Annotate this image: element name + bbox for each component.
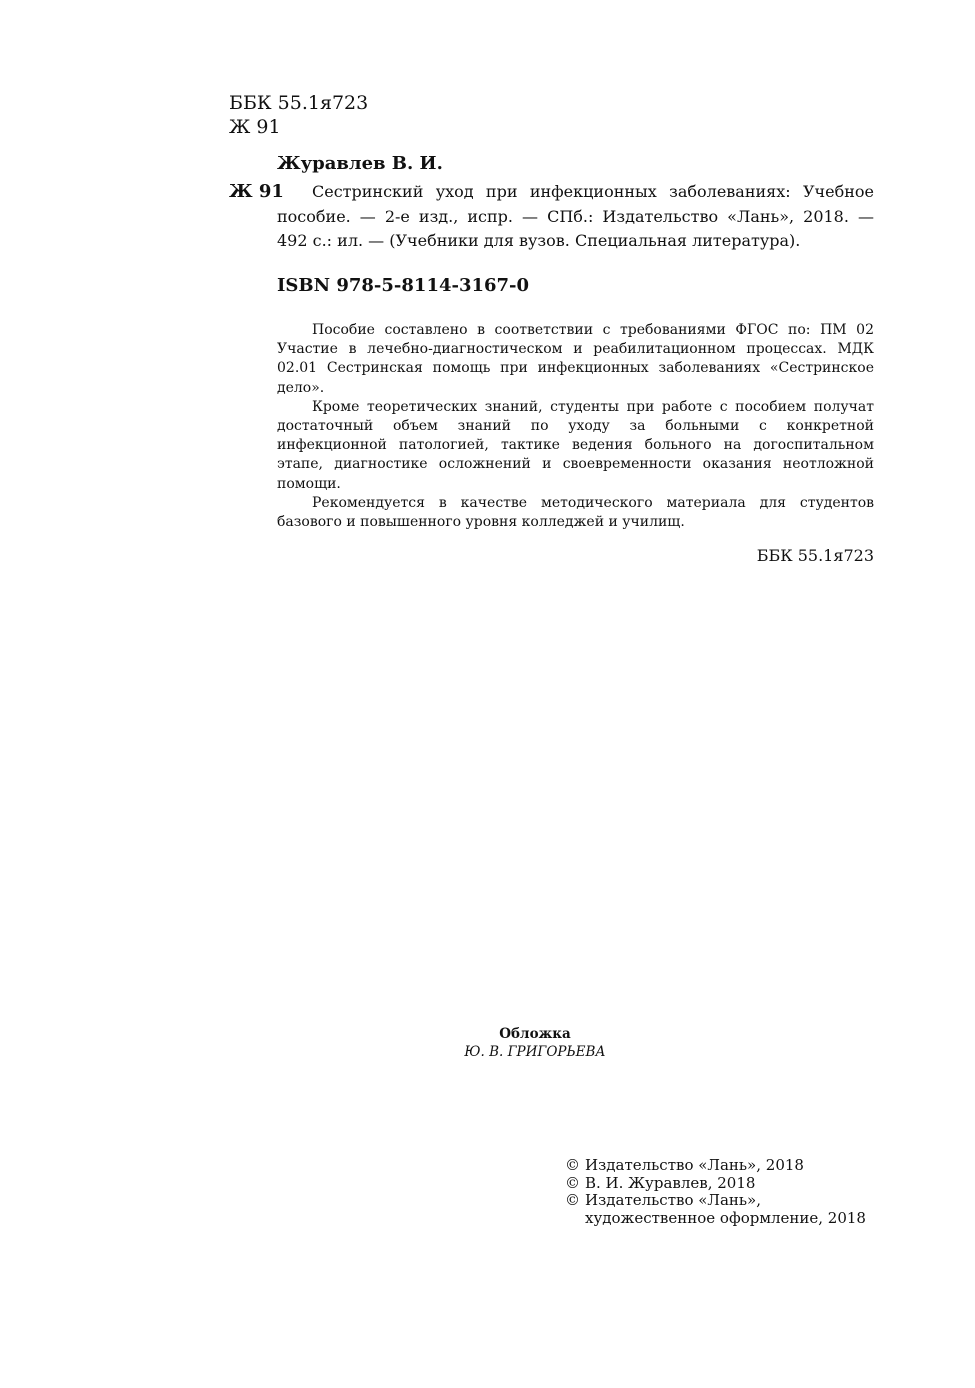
abstract: [277, 321, 874, 532]
copyright-block: [565, 1157, 866, 1227]
copyright-text: художественное оформление, 2018: [585, 1208, 866, 1227]
abstract-line: Кроме теоретических знаний, студенты при работе с пособием получат: [312, 398, 874, 415]
abstract-line: Участие в лечебно-диагностическом и реабилитационном процессах. МДК: [277, 341, 874, 358]
abstract-line: 02.01 Сестринская помощь при инфекционных заболеваниях «Сестринское: [277, 360, 874, 377]
bib-line: пособие. — 2-е изд., испр. — СПб.: Издательство «Лань», 2018. —: [277, 206, 874, 226]
copyright-icon: ©: [565, 1191, 580, 1209]
abstract-line: помощи.: [277, 475, 341, 492]
copyright-text: В. И. Журавлев, 2018: [585, 1173, 756, 1192]
bibliographic-description: [277, 180, 874, 254]
abstract-line: дело».: [277, 379, 325, 396]
copyright-row: [565, 1192, 866, 1210]
bbk-code: ББК 55.1я723: [229, 92, 369, 114]
bib-line: Сестринский уход при инфекционных заболеваниях: Учебное: [312, 182, 874, 201]
abstract-line: базового и повышенного уровня колледжей и училищ.: [277, 513, 685, 530]
cover-label: Обложка: [499, 1026, 571, 1042]
isbn: ISBN 978-5-8114-3167-0: [277, 275, 530, 296]
index-label: Ж 91: [229, 181, 284, 202]
author-heading: Журавлев В. И.: [277, 153, 443, 174]
cover-designer: Ю. В. ГРИГОРЬЕВА: [464, 1044, 606, 1060]
copyright-icon: ©: [565, 1173, 580, 1192]
abstract-line: инфекционной патологией, тактике ведения больного на догоспитальном: [277, 437, 874, 454]
copyright-icon: ©: [565, 1156, 580, 1174]
abstract-line: достаточный объем знаний по уходу за больными с конкретной: [277, 417, 874, 434]
copyright-row: [565, 1210, 866, 1228]
author-sign: Ж 91: [229, 116, 281, 138]
copyright-text: Издательство «Лань»,: [585, 1191, 762, 1209]
abstract-line: Рекомендуется в качестве методического материала для студентов: [312, 494, 874, 511]
copyright-row: [565, 1157, 866, 1175]
abstract-line: Пособие составлено в соответствии с требованиями ФГОС по: ПМ 02: [312, 322, 874, 338]
classification-block: [229, 91, 368, 139]
copyright-text: Издательство «Лань», 2018: [585, 1156, 804, 1174]
bbk-code-bottom: ББК 55.1я723: [756, 546, 874, 565]
copyright-row: [565, 1175, 866, 1193]
bib-line: 492 с.: ил. — (Учебники для вузов. Специальная литература).: [277, 231, 801, 250]
abstract-line: этапе, диагностике осложнений и своевременности оказания неотложной: [277, 456, 874, 473]
